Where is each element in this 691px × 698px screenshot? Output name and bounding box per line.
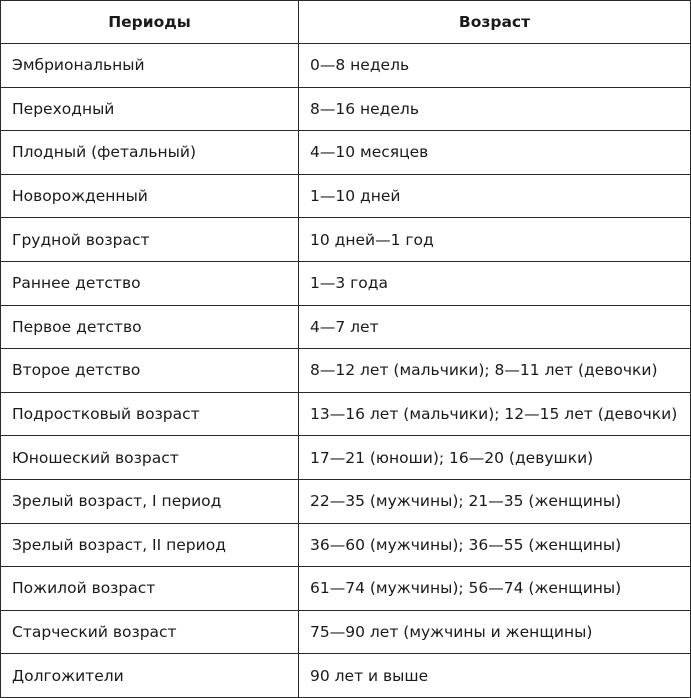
table-row bbox=[1, 261, 691, 305]
period-cell: Старческий возраст bbox=[1, 610, 299, 654]
age-cell: 1—3 года bbox=[299, 261, 691, 305]
period-cell: Юношеский возраст bbox=[1, 436, 299, 480]
table-row bbox=[1, 392, 691, 436]
table-row bbox=[1, 44, 691, 88]
age-cell: 1—10 дней bbox=[299, 174, 691, 218]
table-row bbox=[1, 87, 691, 131]
period-cell: Переходный bbox=[1, 87, 299, 131]
period-cell: Долгожители bbox=[1, 654, 299, 698]
period-cell: Грудной возраст bbox=[1, 218, 299, 262]
table-row bbox=[1, 349, 691, 393]
age-cell: 13—16 лет (мальчики); 12—15 лет (девочки) bbox=[299, 392, 691, 436]
period-cell: Подростковый возраст bbox=[1, 392, 299, 436]
table-row bbox=[1, 218, 691, 262]
age-cell: 17—21 (юноши); 16—20 (девушки) bbox=[299, 436, 691, 480]
period-cell: Зрелый возраст, II период bbox=[1, 523, 299, 567]
age-cell: 90 лет и выше bbox=[299, 654, 691, 698]
period-cell: Раннее детство bbox=[1, 261, 299, 305]
period-cell: Второе детство bbox=[1, 349, 299, 393]
table-row bbox=[1, 479, 691, 523]
table-row bbox=[1, 436, 691, 480]
period-cell: Зрелый возраст, I период bbox=[1, 479, 299, 523]
age-cell: 4—10 месяцев bbox=[299, 131, 691, 175]
table-body bbox=[1, 44, 691, 698]
age-cell: 36—60 (мужчины); 36—55 (женщины) bbox=[299, 523, 691, 567]
table-row bbox=[1, 610, 691, 654]
column-header-age: Возраст bbox=[299, 1, 691, 44]
period-cell: Плодный (фетальный) bbox=[1, 131, 299, 175]
period-cell: Пожилой возраст bbox=[1, 567, 299, 611]
table-row bbox=[1, 523, 691, 567]
table-header bbox=[1, 1, 691, 44]
period-cell: Эмбриональный bbox=[1, 44, 299, 88]
table-row bbox=[1, 654, 691, 698]
age-cell: 8—16 недель bbox=[299, 87, 691, 131]
age-cell: 61—74 (мужчины); 56—74 (женщины) bbox=[299, 567, 691, 611]
age-cell: 4—7 лет bbox=[299, 305, 691, 349]
table-row bbox=[1, 305, 691, 349]
age-cell: 10 дней—1 год bbox=[299, 218, 691, 262]
table-row bbox=[1, 174, 691, 218]
age-cell: 22—35 (мужчины); 21—35 (женщины) bbox=[299, 479, 691, 523]
age-cell: 75—90 лет (мужчины и женщины) bbox=[299, 610, 691, 654]
column-header-periods: Периоды bbox=[1, 1, 299, 44]
header-row bbox=[1, 1, 691, 44]
period-cell: Новорожденный bbox=[1, 174, 299, 218]
table-row bbox=[1, 131, 691, 175]
table-row bbox=[1, 567, 691, 611]
age-cell: 0—8 недель bbox=[299, 44, 691, 88]
period-cell: Первое детство bbox=[1, 305, 299, 349]
age-cell: 8—12 лет (мальчики); 8—11 лет (девочки) bbox=[299, 349, 691, 393]
